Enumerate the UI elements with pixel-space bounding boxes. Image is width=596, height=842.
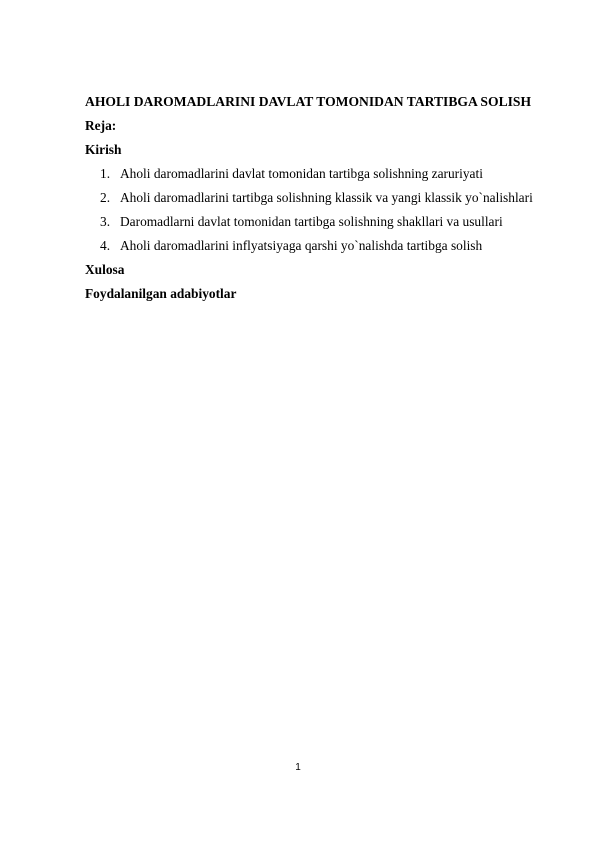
- list-item: [85, 234, 565, 258]
- list-item-text: Aholi daromadlarini tartibga solishning klassik va yangi klassik yo`nalishlari: [120, 190, 533, 205]
- list-item-number: 2.: [100, 190, 111, 205]
- references-heading: Foydalanilgan adabiyotlar: [85, 286, 237, 301]
- table-of-contents: [85, 90, 565, 306]
- list-item: [85, 210, 565, 234]
- list-item-text: Aholi daromadlarini davlat tomonidan tartibga solishning zaruriyati: [120, 166, 483, 181]
- list-item-number: 4.: [100, 238, 111, 253]
- page-number: 1: [295, 762, 301, 773]
- list-item-number: 1.: [100, 166, 111, 181]
- conclusion-heading: Xulosa: [85, 262, 125, 277]
- list-item: [85, 162, 565, 186]
- plan-list: [85, 162, 565, 258]
- list-item: [85, 186, 565, 210]
- list-item-number: 3.: [100, 214, 111, 229]
- list-item-text: Daromadlarni davlat tomonidan tartibga solishning shakllari va usullari: [120, 214, 503, 229]
- document-title: AHOLI DAROMADLARINI DAVLAT TOMONIDAN TARTIBGA SOLISH: [85, 94, 532, 109]
- plan-heading: Reja:: [85, 118, 117, 133]
- list-item-text: Aholi daromadlarini inflyatsiyaga qarshi yo`nalishda tartibga solish: [120, 238, 483, 253]
- intro-heading: Kirish: [85, 142, 122, 157]
